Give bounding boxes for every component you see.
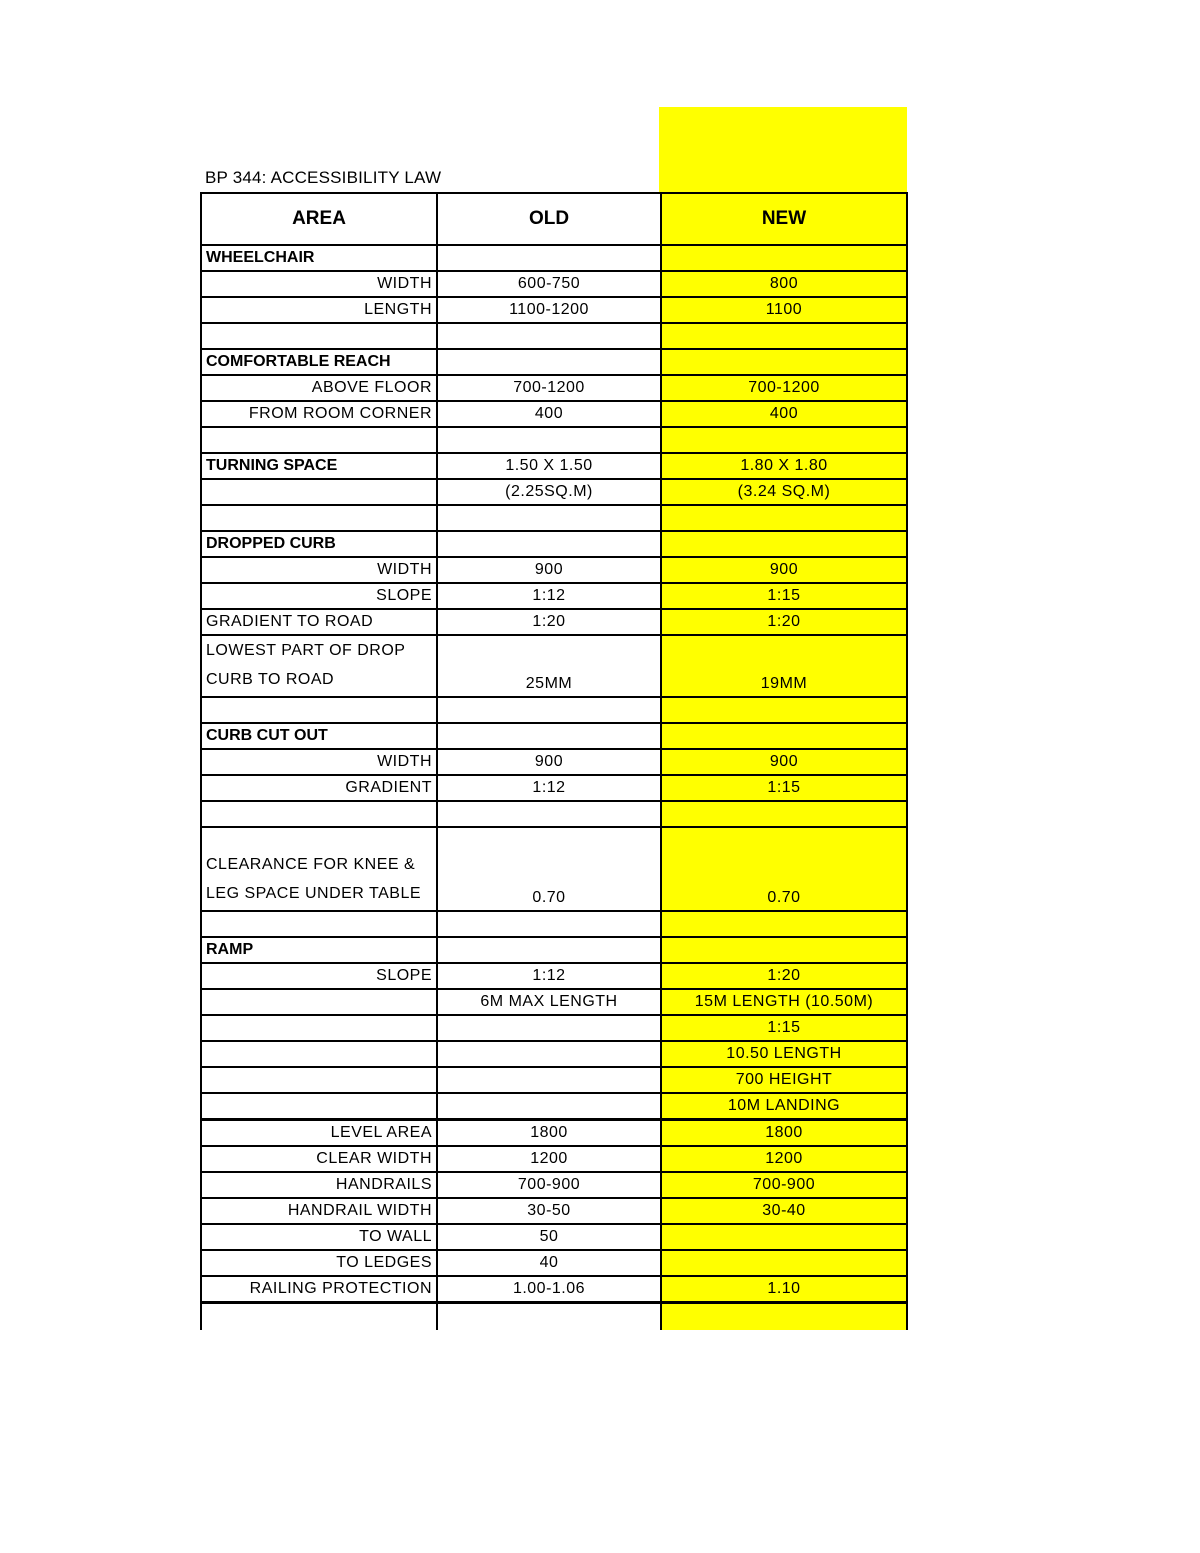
new-value: 1.80 X 1.80: [661, 453, 907, 479]
section-row: [201, 937, 907, 963]
row-label: LEVEL AREA: [201, 1120, 437, 1147]
accessibility-table: [200, 192, 908, 1330]
new-value: 700-1200: [661, 375, 907, 401]
old-value: 1:20: [437, 609, 661, 635]
old-value: 1.00-1.06: [437, 1276, 661, 1303]
old-value: 900: [437, 557, 661, 583]
section-row: [201, 349, 907, 375]
new-value: 400: [661, 401, 907, 427]
section-label: DROPPED CURB: [201, 531, 437, 557]
table-row: [201, 749, 907, 775]
row-label: HANDRAIL WIDTH: [201, 1198, 437, 1224]
empty-row: [201, 505, 907, 531]
header-old: OLD: [437, 193, 661, 245]
old-value: 1:12: [437, 963, 661, 989]
new-value: 1:15: [661, 583, 907, 609]
table-row: [201, 1067, 907, 1093]
table-row: [201, 401, 907, 427]
old-value: 25MM: [437, 635, 661, 697]
table-row: [201, 963, 907, 989]
row-label: GRADIENT: [201, 775, 437, 801]
row-label: LOWEST PART OF DROP CURB TO ROAD: [201, 635, 437, 697]
new-value: 1:15: [661, 775, 907, 801]
table-row: [201, 479, 907, 505]
table-row: [201, 375, 907, 401]
section-label: WHEELCHAIR: [201, 245, 437, 271]
row-label: CLEARANCE FOR KNEE & LEG SPACE UNDER TABLE: [201, 827, 437, 911]
new-value: [661, 1250, 907, 1276]
row-label: SLOPE: [201, 583, 437, 609]
empty-row: [201, 1303, 907, 1331]
table-row: [201, 583, 907, 609]
new-value: 1:20: [661, 963, 907, 989]
new-value: [661, 1224, 907, 1250]
section-label: CURB CUT OUT: [201, 723, 437, 749]
new-value: 800: [661, 271, 907, 297]
empty-row: [201, 427, 907, 453]
new-value: 10.50 LENGTH: [661, 1041, 907, 1067]
section-label: RAMP: [201, 937, 437, 963]
old-value: 1800: [437, 1120, 661, 1147]
section-label: TURNING SPACE: [201, 453, 437, 479]
section-row: [201, 531, 907, 557]
old-value: 700-1200: [437, 375, 661, 401]
new-value: 900: [661, 557, 907, 583]
row-label: FROM ROOM CORNER: [201, 401, 437, 427]
row-label: WIDTH: [201, 749, 437, 775]
table-row: [201, 827, 907, 911]
section-row: [201, 723, 907, 749]
old-value: 400: [437, 401, 661, 427]
table-row: [201, 1224, 907, 1250]
table-row: [201, 271, 907, 297]
new-value: 0.70: [661, 827, 907, 911]
empty-row: [201, 697, 907, 723]
new-value: 900: [661, 749, 907, 775]
table-row: [201, 609, 907, 635]
new-value: 10M LANDING: [661, 1093, 907, 1120]
row-label: TO LEDGES: [201, 1250, 437, 1276]
section-label: COMFORTABLE REACH: [201, 349, 437, 375]
row-label: RAILING PROTECTION: [201, 1276, 437, 1303]
old-value: 40: [437, 1250, 661, 1276]
old-value: 1100-1200: [437, 297, 661, 323]
old-value: 1:12: [437, 583, 661, 609]
row-label: WIDTH: [201, 271, 437, 297]
table-row: [201, 297, 907, 323]
header-new: NEW: [661, 193, 907, 245]
table-row: [201, 557, 907, 583]
row-label: CLEAR WIDTH: [201, 1146, 437, 1172]
table-row: [201, 1250, 907, 1276]
section-row: [201, 453, 907, 479]
table-row: [201, 1146, 907, 1172]
empty-row: [201, 801, 907, 827]
table-row: [201, 989, 907, 1015]
new-value: 1:15: [661, 1015, 907, 1041]
old-value: (2.25SQ.M): [437, 479, 661, 505]
old-value: 50: [437, 1224, 661, 1250]
new-value: 15M LENGTH (10.50M): [661, 989, 907, 1015]
table-row: [201, 1276, 907, 1303]
row-label: ABOVE FLOOR: [201, 375, 437, 401]
table-row: [201, 1172, 907, 1198]
empty-row: [201, 911, 907, 937]
empty-row: [201, 323, 907, 349]
header-area: AREA: [201, 193, 437, 245]
new-value: 30-40: [661, 1198, 907, 1224]
table-row: [201, 1015, 907, 1041]
old-value: 30-50: [437, 1198, 661, 1224]
new-value: 700-900: [661, 1172, 907, 1198]
old-value: 6M MAX LENGTH: [437, 989, 661, 1015]
table-row: [201, 1093, 907, 1120]
new-value: 700 HEIGHT: [661, 1067, 907, 1093]
table-row: [201, 635, 907, 697]
old-value: 1:12: [437, 775, 661, 801]
new-value: 1:20: [661, 609, 907, 635]
old-value: 900: [437, 749, 661, 775]
old-value: 1200: [437, 1146, 661, 1172]
new-value: 1200: [661, 1146, 907, 1172]
old-value: 1.50 X 1.50: [437, 453, 661, 479]
section-row: [201, 245, 907, 271]
document-title: BP 344: ACCESSIBILITY LAW: [205, 168, 442, 187]
new-value: (3.24 SQ.M): [661, 479, 907, 505]
row-label: HANDRAILS: [201, 1172, 437, 1198]
old-value: 0.70: [437, 827, 661, 911]
row-label: TO WALL: [201, 1224, 437, 1250]
table-row: [201, 775, 907, 801]
new-column-header-fill: [659, 107, 907, 193]
new-value: 1800: [661, 1120, 907, 1147]
table-row: [201, 1198, 907, 1224]
old-value: 700-900: [437, 1172, 661, 1198]
new-value: 1100: [661, 297, 907, 323]
row-label: GRADIENT TO ROAD: [201, 609, 437, 635]
old-value: 600-750: [437, 271, 661, 297]
table-header-row: [201, 193, 907, 245]
table-row: [201, 1041, 907, 1067]
row-label: SLOPE: [201, 963, 437, 989]
row-label: LENGTH: [201, 297, 437, 323]
new-value: 1.10: [661, 1276, 907, 1303]
table-row: [201, 1120, 907, 1147]
new-value: 19MM: [661, 635, 907, 697]
row-label: WIDTH: [201, 557, 437, 583]
